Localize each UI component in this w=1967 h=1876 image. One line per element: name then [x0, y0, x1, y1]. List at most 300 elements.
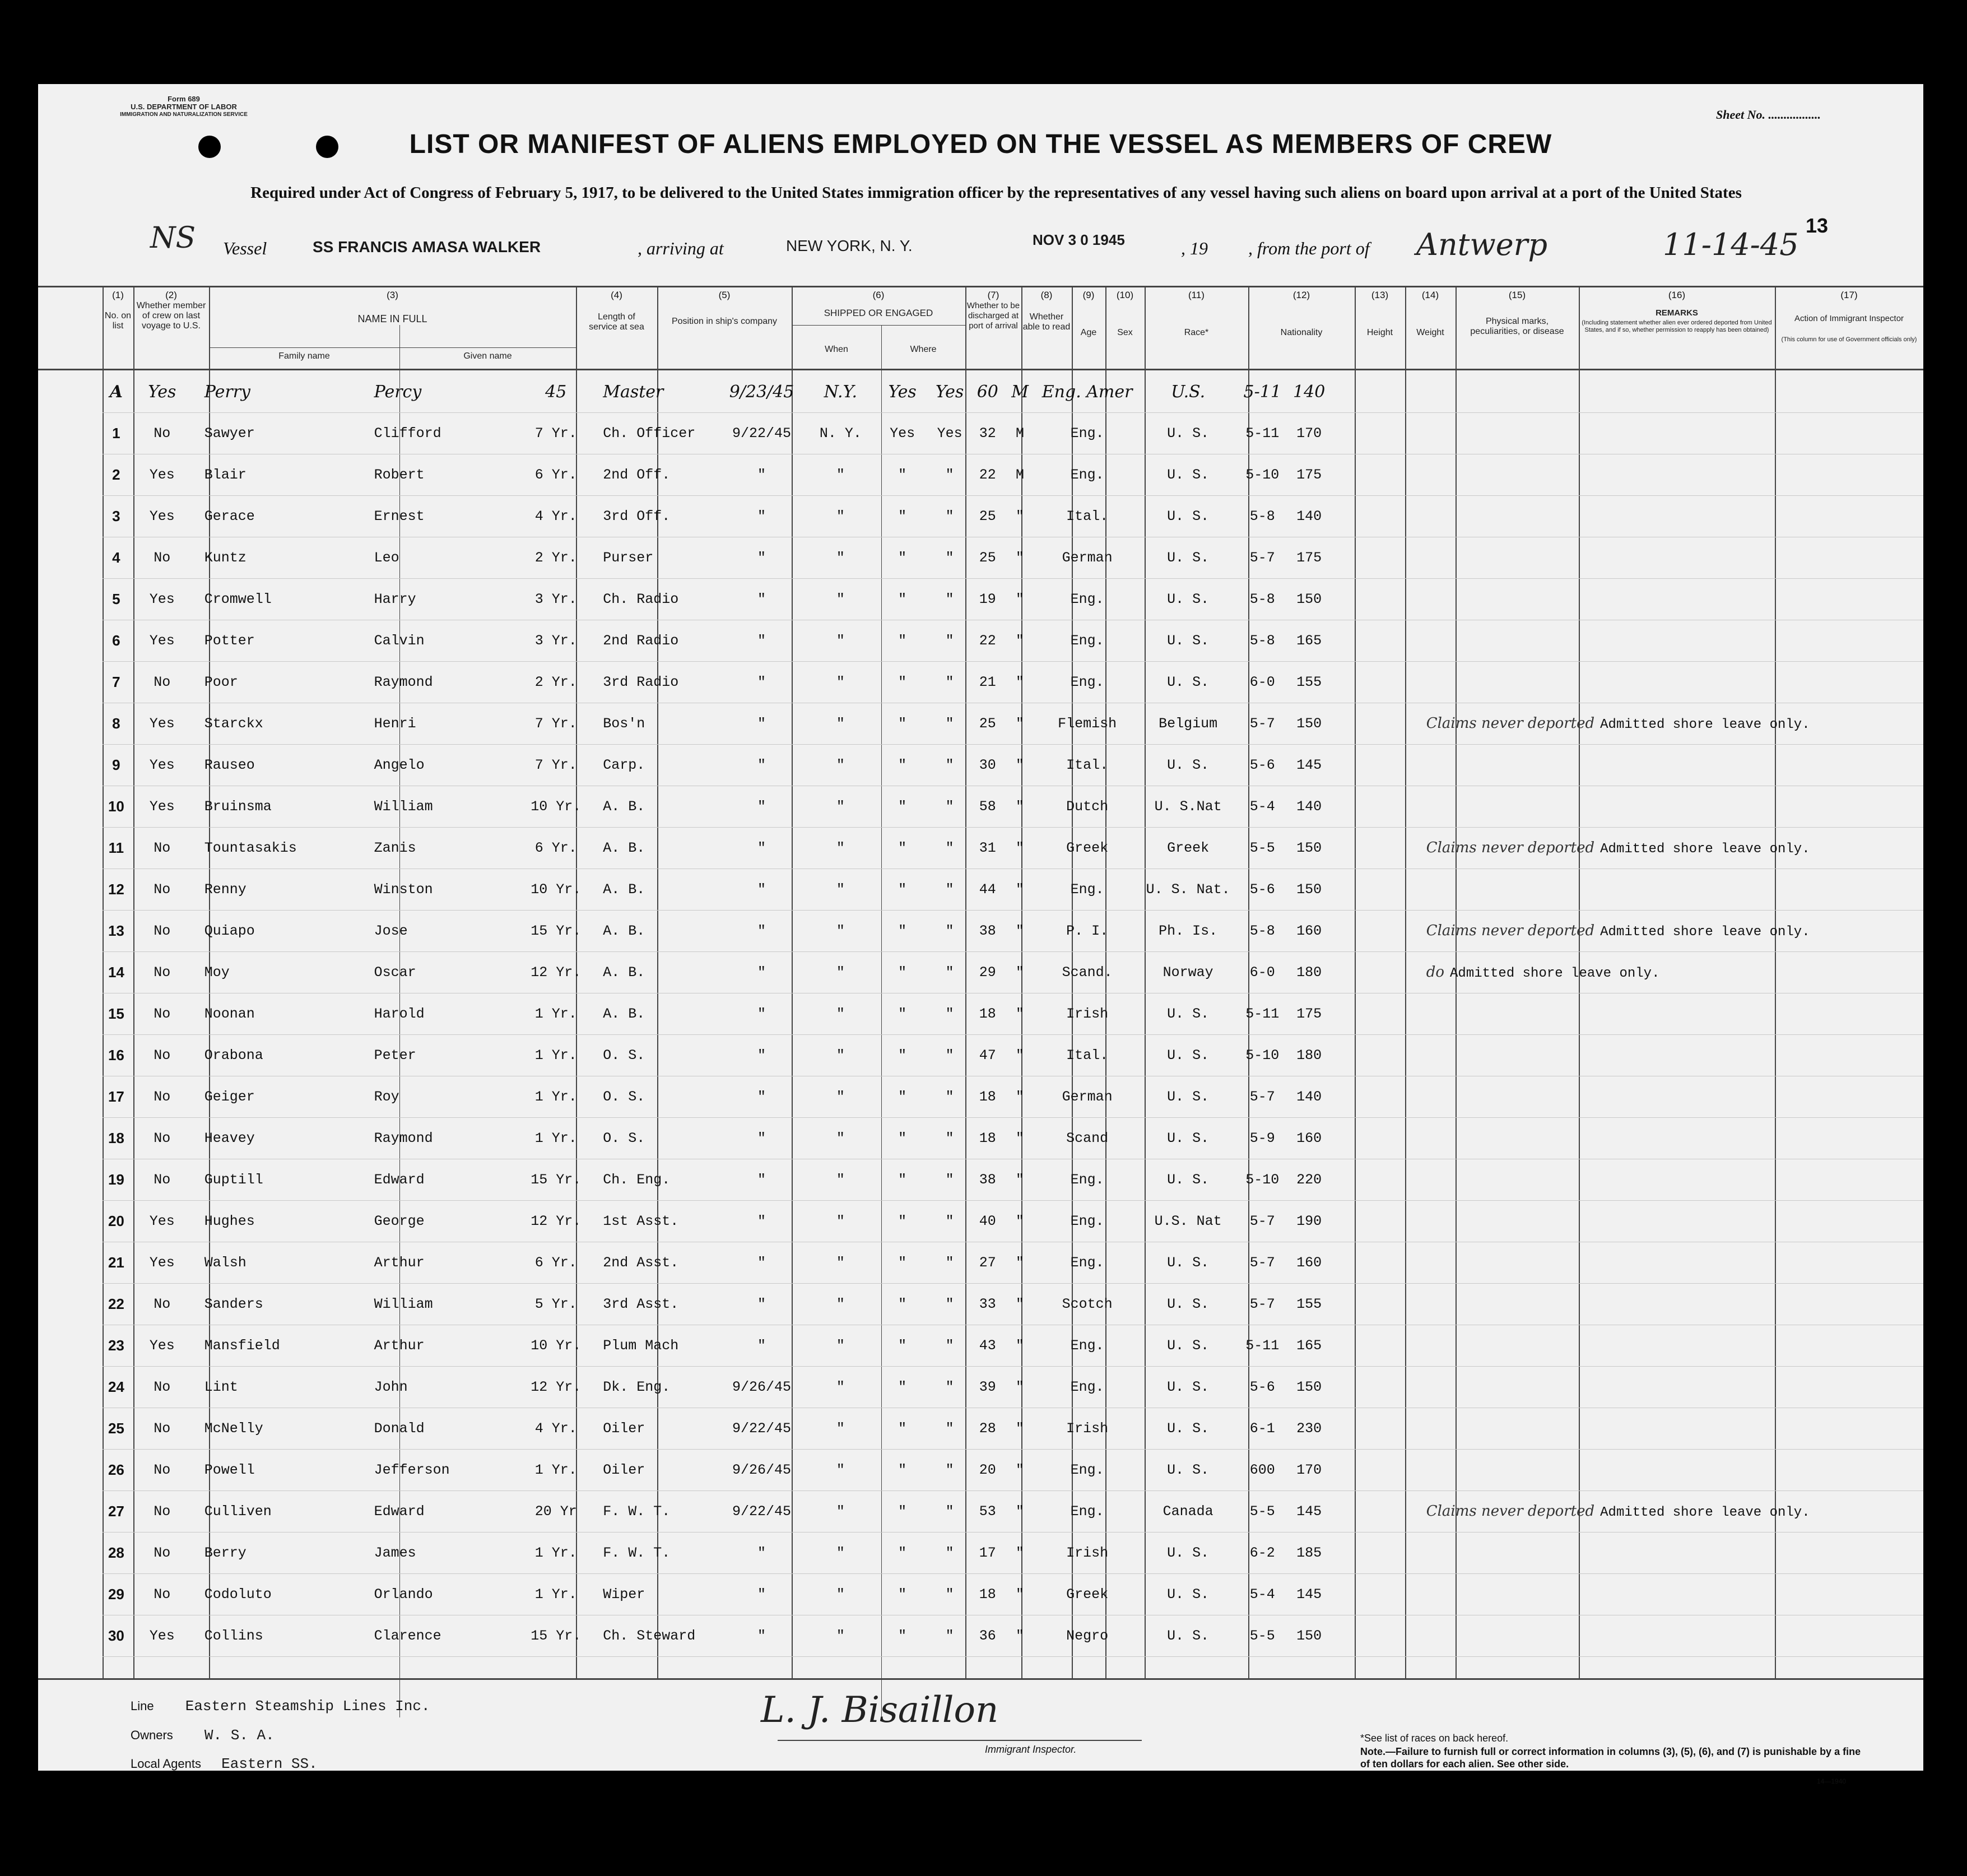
cell-crew: No [130, 662, 194, 703]
cell-action [1810, 828, 1923, 869]
table-row [103, 1159, 1923, 1201]
col-num: (12) [1292, 290, 1310, 300]
table-row [103, 1491, 1923, 1533]
cell-age: 22 [972, 454, 1003, 496]
table-row [103, 952, 1923, 993]
cell-service: 12 Yr. [519, 1367, 593, 1408]
cell-sex: " [1003, 1325, 1037, 1367]
cell-given: Edward [364, 1491, 519, 1533]
arriving-port: NEW YORK, N. Y. [786, 237, 913, 254]
cell-weight: 150 [1286, 1615, 1332, 1657]
cell-service: 15 Yr. [519, 1159, 593, 1201]
cell-service: 10 Yr. [519, 869, 593, 911]
col-num: (15) [1508, 290, 1526, 300]
col-label-crew: Whether member of crew on last voyage to U.S. [136, 301, 206, 331]
cell-read: " [927, 454, 973, 496]
remark-claim: Claims never deported [1426, 922, 1595, 939]
cell-no: 22 [103, 1284, 130, 1325]
cell-sex: " [1003, 1242, 1037, 1284]
cell-weight: 180 [1286, 952, 1332, 993]
cell-race: Negro [1037, 1615, 1137, 1657]
cell-where: " [803, 662, 877, 703]
cell-position: 2nd Off. [593, 454, 720, 496]
cell-nat: Norway [1137, 952, 1239, 993]
cell-remarks [1426, 786, 1810, 828]
cell-where: " [803, 537, 877, 579]
col-label-shipped: SHIPPED OR ENGAGED [824, 308, 933, 318]
cell-position: 2nd Asst. [593, 1242, 720, 1284]
col-label-remarks: REMARKS [1656, 308, 1698, 318]
cell-sex: " [1003, 1408, 1037, 1450]
cell-disch: " [878, 828, 927, 869]
cell-family: Culliven [194, 1491, 364, 1533]
cell-given: Edward [364, 1159, 519, 1201]
cell-service: 12 Yr. [519, 1201, 593, 1242]
cell-age: 18 [972, 1076, 1003, 1118]
cell-family: Noonan [194, 993, 364, 1035]
cell-where: " [803, 454, 877, 496]
cell-no: 7 [103, 662, 130, 703]
cell-where: " [803, 786, 877, 828]
cell-height: 5-4 [1239, 786, 1286, 828]
col-label-height: Height [1366, 328, 1393, 337]
cell-service: 45 [519, 372, 593, 413]
cell-action [1810, 413, 1923, 454]
cell-weight: 175 [1286, 537, 1332, 579]
cell-height: 5-11 [1239, 1325, 1286, 1367]
cell-height: 5-4 [1239, 1574, 1286, 1615]
cell-age: 33 [972, 1284, 1003, 1325]
cell-sex: M [1003, 413, 1037, 454]
remark-claim: do [1426, 964, 1445, 981]
cell-remarks [1426, 828, 1810, 869]
cell-age: 47 [972, 1035, 1003, 1076]
page-number: 13 [1806, 214, 1829, 237]
remark-text: Admitted shore leave only. [1450, 966, 1660, 981]
col-num: (8) [1040, 290, 1053, 300]
col-label-when: When [825, 345, 848, 354]
cell-sex: " [1003, 703, 1037, 745]
cell-where: " [803, 1615, 877, 1657]
cell-read: " [927, 1533, 973, 1574]
cell-where: " [803, 1035, 877, 1076]
races-note: *See list of races on back hereof. [1360, 1733, 1509, 1744]
cell-physical [1332, 1615, 1426, 1657]
cell-when: 9/22/45 [720, 1491, 804, 1533]
col-num: (2) [165, 290, 177, 300]
table-row [103, 1450, 1923, 1491]
cell-age: 25 [972, 703, 1003, 745]
cell-when: " [720, 1159, 804, 1201]
cell-sex: " [1003, 1201, 1037, 1242]
table-row [103, 993, 1923, 1035]
handwritten-date: 11-14-45 [1663, 227, 1799, 262]
cell-sex: M [1003, 454, 1037, 496]
cell-physical [1332, 496, 1426, 537]
cell-action [1810, 1242, 1923, 1284]
col-label-nationality: Nationality [1280, 328, 1323, 337]
cell-given: Clifford [364, 413, 519, 454]
cell-action [1810, 1533, 1923, 1574]
cell-family: Orabona [194, 1035, 364, 1076]
cell-weight: 160 [1286, 1118, 1332, 1159]
cell-disch: " [878, 1615, 927, 1657]
remark-claim: Claims never deported [1426, 839, 1595, 856]
cell-height: 5-6 [1239, 869, 1286, 911]
cell-nat: U. S. [1137, 1450, 1239, 1491]
cell-sex: " [1003, 993, 1037, 1035]
cell-remarks [1426, 993, 1810, 1035]
cell-weight: 230 [1286, 1408, 1332, 1450]
cell-given: Winston [364, 869, 519, 911]
table-row [103, 1076, 1923, 1118]
cell-disch: " [878, 1367, 927, 1408]
cell-age: 43 [972, 1325, 1003, 1367]
cell-disch: " [878, 869, 927, 911]
cell-race: Eng. [1037, 1450, 1137, 1491]
col-note-remarks: (Including statement whether alien ever ordered deported from United States, and if so, whether permission to reapply has been obtained) [1582, 319, 1772, 333]
cell-remarks [1426, 952, 1810, 993]
cell-no: 14 [103, 952, 130, 993]
cell-height: 600 [1239, 1450, 1286, 1491]
cell-action [1810, 1367, 1923, 1408]
cell-action [1810, 1035, 1923, 1076]
cell-where: " [803, 1367, 877, 1408]
cell-disch: " [878, 952, 927, 993]
cell-where: " [803, 1574, 877, 1615]
cell-race: Eng. [1037, 869, 1137, 911]
column-headers [38, 289, 1923, 367]
cell-weight: 185 [1286, 1533, 1332, 1574]
cell-remarks [1426, 1367, 1810, 1408]
cell-when: " [720, 496, 804, 537]
table-row [103, 496, 1923, 537]
form-number: Form 689 [168, 95, 200, 103]
cell-service: 15 Yr. [519, 1615, 593, 1657]
cell-weight: 165 [1286, 1325, 1332, 1367]
cell-race: Eng. [1037, 413, 1137, 454]
cell-crew: Yes [130, 454, 194, 496]
cell-crew: Yes [130, 1325, 194, 1367]
cell-given: Roy [364, 1076, 519, 1118]
cell-where: " [803, 1284, 877, 1325]
cell-service: 20 Yr [519, 1491, 593, 1533]
cell-no: 21 [103, 1242, 130, 1284]
cell-when: " [720, 1284, 804, 1325]
header-bottom-rule [38, 369, 1923, 370]
cell-read: " [927, 1574, 973, 1615]
cell-weight: 165 [1286, 620, 1332, 662]
cell-action [1810, 662, 1923, 703]
cell-disch: " [878, 1159, 927, 1201]
cell-when: 9/26/45 [720, 1367, 804, 1408]
cell-nat: U. S. [1137, 496, 1239, 537]
cell-crew: No [130, 1408, 194, 1450]
cell-disch: " [878, 1533, 927, 1574]
cell-physical [1332, 1408, 1426, 1450]
table-row [103, 786, 1923, 828]
cell-nat: U. S. [1137, 1574, 1239, 1615]
cell-race: Eng. [1037, 1491, 1137, 1533]
cell-sex: " [1003, 1159, 1037, 1201]
cell-physical [1332, 1491, 1426, 1533]
cell-physical [1332, 993, 1426, 1035]
cell-crew: No [130, 1035, 194, 1076]
cell-nat: U. S. [1137, 579, 1239, 620]
cell-age: 38 [972, 1159, 1003, 1201]
table-row [103, 1533, 1923, 1574]
cell-service: 2 Yr. [519, 662, 593, 703]
cell-physical [1332, 745, 1426, 786]
cell-no: 11 [103, 828, 130, 869]
cell-age: 21 [972, 662, 1003, 703]
cell-action [1810, 1076, 1923, 1118]
cell-action [1810, 1118, 1923, 1159]
cell-remarks [1426, 1076, 1810, 1118]
cell-height: 5-8 [1239, 579, 1286, 620]
cell-weight: 140 [1286, 372, 1332, 413]
cell-given: John [364, 1367, 519, 1408]
cell-where: " [803, 496, 877, 537]
cell-given: Angelo [364, 745, 519, 786]
cell-age: 25 [972, 496, 1003, 537]
table-row [103, 911, 1923, 952]
cell-when: " [720, 828, 804, 869]
cell-nat: U. S.Nat [1137, 786, 1239, 828]
cell-physical [1332, 579, 1426, 620]
col-label-no: No. on list [104, 311, 132, 331]
cell-height: 6-0 [1239, 662, 1286, 703]
cell-disch: " [878, 1035, 927, 1076]
cell-remarks [1426, 1035, 1810, 1076]
cell-read: " [927, 1035, 973, 1076]
cell-crew: Yes [130, 786, 194, 828]
cell-family: Geiger [194, 1076, 364, 1118]
cell-family: Lint [194, 1367, 364, 1408]
remark-text: Admitted shore leave only. [1600, 925, 1810, 940]
cell-given: Peter [364, 1035, 519, 1076]
cell-crew: No [130, 1574, 194, 1615]
cell-no: 19 [103, 1159, 130, 1201]
cell-read: " [927, 662, 973, 703]
cell-disch: " [878, 662, 927, 703]
cell-family: Mansfield [194, 1325, 364, 1367]
cell-nat: U. S. [1137, 620, 1239, 662]
cell-sex: " [1003, 496, 1037, 537]
cell-race: Ital. [1037, 496, 1137, 537]
cell-sex: " [1003, 620, 1037, 662]
cell-height: 5-10 [1239, 454, 1286, 496]
cell-given: Zanis [364, 828, 519, 869]
cell-given: Arthur [364, 1325, 519, 1367]
cell-nat: U. S. [1137, 662, 1239, 703]
cell-when: " [720, 1118, 804, 1159]
cell-height: 5-5 [1239, 1491, 1286, 1533]
cell-race: Flemish [1037, 703, 1137, 745]
cell-position: A. B. [593, 786, 720, 828]
cell-weight: 160 [1286, 1242, 1332, 1284]
cell-read: " [927, 828, 973, 869]
inspector-label: Immigrant Inspector. [985, 1744, 1077, 1755]
cell-where: " [803, 579, 877, 620]
cell-family: Potter [194, 620, 364, 662]
vessel-label: Vessel [223, 238, 267, 258]
cell-read: " [927, 786, 973, 828]
cell-race: Eng. [1037, 1201, 1137, 1242]
cell-when: " [720, 1615, 804, 1657]
cell-weight: 140 [1286, 496, 1332, 537]
cell-when: 9/22/45 [720, 413, 804, 454]
cell-crew: No [130, 1076, 194, 1118]
cell-family: Tountasakis [194, 828, 364, 869]
cell-read: " [927, 869, 973, 911]
cell-nat: Ph. Is. [1137, 911, 1239, 952]
cell-no: 18 [103, 1118, 130, 1159]
remark-text: Admitted shore leave only. [1600, 842, 1810, 857]
cell-weight: 150 [1286, 703, 1332, 745]
cell-disch: Yes [878, 413, 927, 454]
cell-crew: No [130, 1118, 194, 1159]
cell-sex: " [1003, 1076, 1037, 1118]
cell-remarks [1426, 1491, 1810, 1533]
cell-no: 2 [103, 454, 130, 496]
cell-crew: No [130, 1159, 194, 1201]
cell-nat: U. S. [1137, 1076, 1239, 1118]
cell-race: Irish [1037, 993, 1137, 1035]
cell-disch: " [878, 1284, 927, 1325]
table-row [103, 1118, 1923, 1159]
cell-height: 5-7 [1239, 537, 1286, 579]
cell-crew: No [130, 993, 194, 1035]
cell-nat: U. S. [1137, 1367, 1239, 1408]
cell-no: 5 [103, 579, 130, 620]
cell-weight: 175 [1286, 454, 1332, 496]
penalty-note: Note.—Failure to furnish full or correct information in columns (3), (5), (6), and (7) is punishable by a fine of ten dollars for each alien. See other side. [1360, 1746, 1861, 1770]
cell-race: German [1037, 1076, 1137, 1118]
cell-service: 6 Yr. [519, 1242, 593, 1284]
cell-no: 4 [103, 537, 130, 579]
table-row [103, 1035, 1923, 1076]
cell-action [1810, 1159, 1923, 1201]
cell-sex: " [1003, 1615, 1037, 1657]
cell-position: Master [593, 372, 720, 413]
cell-given: Harry [364, 579, 519, 620]
cell-sex: " [1003, 579, 1037, 620]
cell-remarks [1426, 1615, 1810, 1657]
cell-position: 3rd Asst. [593, 1284, 720, 1325]
cell-race: Eng. [1037, 579, 1137, 620]
cell-family: Sawyer [194, 413, 364, 454]
cell-physical [1332, 828, 1426, 869]
col-label-race: Race* [1184, 328, 1209, 337]
cell-crew: No [130, 413, 194, 454]
cell-age: 60 [972, 372, 1003, 413]
cell-read: " [927, 703, 973, 745]
cell-service: 1 Yr. [519, 1574, 593, 1615]
cell-action [1810, 1284, 1923, 1325]
cell-when: 9/22/45 [720, 1408, 804, 1450]
cell-position: 2nd Radio [593, 620, 720, 662]
cell-physical [1332, 952, 1426, 993]
cell-family: Moy [194, 952, 364, 993]
cell-position: Bos'n [593, 703, 720, 745]
cell-crew: No [130, 537, 194, 579]
departure-port: Antwerp [1416, 227, 1548, 262]
cell-remarks [1426, 1159, 1810, 1201]
cell-sex: " [1003, 952, 1037, 993]
cell-sex: " [1003, 1118, 1037, 1159]
cell-no: 23 [103, 1325, 130, 1367]
cell-given: Arthur [364, 1242, 519, 1284]
cell-sex: " [1003, 1491, 1037, 1533]
cell-family: Heavey [194, 1118, 364, 1159]
cell-height: 5-5 [1239, 1615, 1286, 1657]
table-row [103, 745, 1923, 786]
arriving-label: , arriving at [638, 238, 724, 258]
cell-physical [1332, 1118, 1426, 1159]
table-row [103, 1615, 1923, 1657]
cell-read: Yes [927, 413, 973, 454]
cell-when: " [720, 952, 804, 993]
cell-action [1810, 1615, 1923, 1657]
cell-given: Jose [364, 911, 519, 952]
cell-given: Orlando [364, 1574, 519, 1615]
cell-race: Scotch [1037, 1284, 1137, 1325]
cell-where: " [803, 911, 877, 952]
cell-family: Rauseo [194, 745, 364, 786]
cell-no: 27 [103, 1491, 130, 1533]
col-num: (11) [1188, 290, 1205, 300]
cell-disch: " [878, 537, 927, 579]
cell-service: 10 Yr. [519, 1325, 593, 1367]
cell-family: Perry [194, 372, 364, 413]
cell-family: Quiapo [194, 911, 364, 952]
col-num: (3) [387, 290, 398, 300]
cell-read: " [927, 1201, 973, 1242]
cell-where: " [803, 828, 877, 869]
cell-disch: " [878, 454, 927, 496]
cell-height: 5-7 [1239, 703, 1286, 745]
cell-remarks [1426, 1408, 1810, 1450]
cell-service: 3 Yr. [519, 579, 593, 620]
cell-physical [1332, 869, 1426, 911]
col-num: (16) [1668, 290, 1686, 300]
cell-age: 18 [972, 1574, 1003, 1615]
cell-height: 5-6 [1239, 745, 1286, 786]
cell-remarks [1426, 537, 1810, 579]
cell-position: Carp. [593, 745, 720, 786]
cell-no: 1 [103, 413, 130, 454]
cell-physical [1332, 537, 1426, 579]
cell-age: 27 [972, 1242, 1003, 1284]
cell-remarks [1426, 1325, 1810, 1367]
cell-action [1810, 579, 1923, 620]
cell-remarks [1426, 372, 1810, 413]
table-row [103, 1284, 1923, 1325]
cell-where: " [803, 1201, 877, 1242]
cell-race: Scand. [1037, 952, 1137, 993]
signature-rule [778, 1740, 1142, 1741]
cell-position: F. W. T. [593, 1491, 720, 1533]
cell-position: A. B. [593, 952, 720, 993]
cell-where: " [803, 1533, 877, 1574]
cell-sex: " [1003, 1450, 1037, 1491]
cell-crew: No [130, 828, 194, 869]
cell-family: McNelly [194, 1408, 364, 1450]
cell-remarks [1426, 1242, 1810, 1284]
cell-nat: U. S. [1137, 1615, 1239, 1657]
cell-nat: U. S. [1137, 1242, 1239, 1284]
